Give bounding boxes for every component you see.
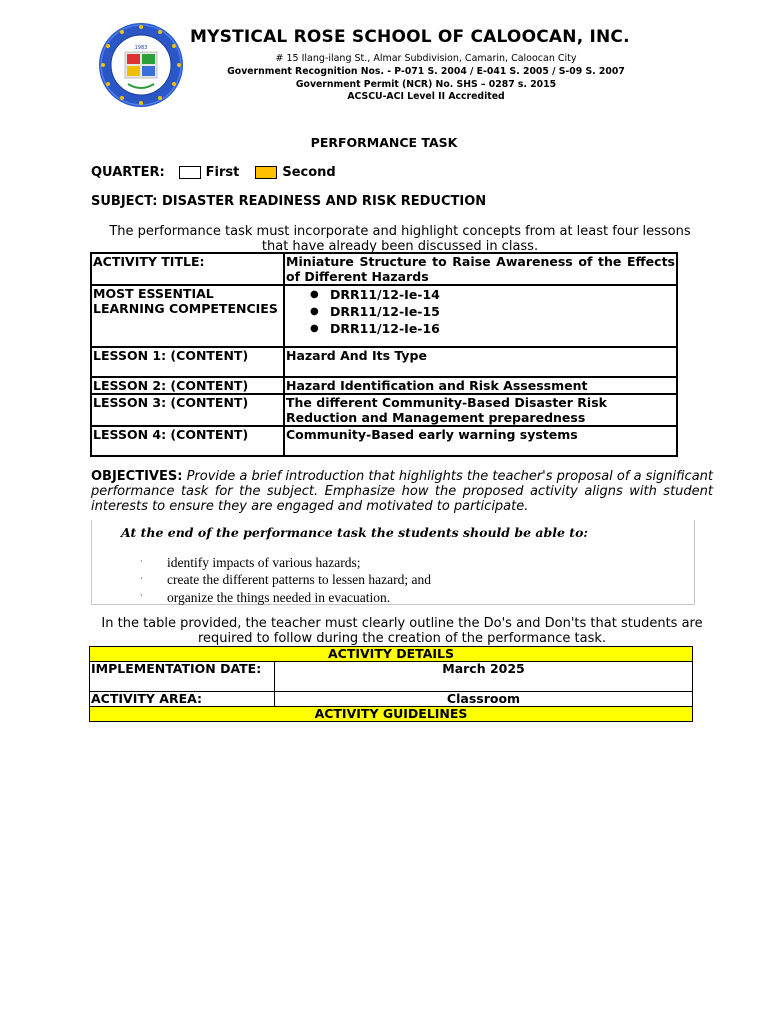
activity-table <box>89 646 693 722</box>
lesson-label: LESSON 1: (CONTENT) <box>91 347 284 377</box>
competencies-list <box>286 286 675 337</box>
quarter-first-checkbox[interactable] <box>179 166 201 179</box>
quarter-first-label: First <box>205 165 240 180</box>
activity-area-value: Classroom <box>275 692 693 707</box>
bullet-icon: · <box>140 591 143 600</box>
lesson-content: The different Community-Based Disaster Risk Reduction and Management preparedness <box>284 394 677 426</box>
activity-title-label: ACTIVITY TITLE: <box>91 253 284 285</box>
school-address: # 15 Ilang-ilang St., Almar Subdivision, Camarin, Caloocan City <box>275 53 577 64</box>
objectives-label: OBJECTIVES: <box>91 469 183 484</box>
bullet-icon: · <box>140 574 143 583</box>
objectives-paragraph <box>91 469 713 514</box>
activity-title-value: Miniature Structure to Raise Awareness of the Effects of Different Hazards <box>286 254 675 284</box>
quarter-row <box>91 165 340 180</box>
school-seal-logo <box>98 22 184 108</box>
list-item: organize the things needed in evacuation. <box>167 590 391 605</box>
outline-text: In the table provided, the teacher must clearly outline the Do's and Don'ts that students are required to follow during the creation of the performance task. <box>101 616 703 646</box>
table-row <box>91 394 677 426</box>
activity-guidelines-header: ACTIVITY GUIDELINES <box>90 707 693 722</box>
list-item: create the different patterns to lessen hazard; and <box>167 572 432 587</box>
competencies-cell <box>284 285 677 347</box>
list-item: ● DRR11/12-Ie-14 <box>306 286 675 303</box>
lesson-content: Hazard Identification and Risk Assessment <box>284 377 677 394</box>
lesson-content: Community-Based early warning systems <box>284 426 677 456</box>
activity-details-header: ACTIVITY DETAILS <box>90 647 693 662</box>
table-row <box>91 253 677 285</box>
competencies-label: MOST ESSENTIAL LEARNING COMPETENCIES <box>91 285 284 347</box>
table-row <box>90 662 693 692</box>
task-table <box>90 252 678 457</box>
table-row <box>91 285 677 347</box>
implementation-date-label: IMPLEMENTATION DATE: <box>90 662 275 692</box>
lesson-label: LESSON 3: (CONTENT) <box>91 394 284 426</box>
table-row <box>91 377 677 394</box>
list-item: ● DRR11/12-Ie-16 <box>306 320 675 337</box>
implementation-date-value: March 2025 <box>275 662 693 692</box>
table-row <box>90 647 693 662</box>
bullet-icon: · <box>140 557 143 566</box>
accreditation: ACSCU-ACI Level II Accredited <box>347 91 505 102</box>
government-recognition: Government Recognition Nos. - P-071 S. 2004 / E-041 S. 2005 / S-09 S. 2007 <box>227 66 625 77</box>
quarter-second-checkbox[interactable] <box>255 166 277 179</box>
intro-text: The performance task must incorporate and highlight concepts from at least four lessons that have already been discussed in class. <box>109 224 691 254</box>
table-row <box>91 426 677 456</box>
svg-text:1983: 1983 <box>134 45 148 51</box>
outcomes-heading: At the end of the performance task the students should be able to: <box>121 525 589 540</box>
activity-area-label: ACTIVITY AREA: <box>90 692 275 707</box>
subject-heading: SUBJECT: DISASTER READINESS AND RISK REDUCTION <box>91 194 487 209</box>
list-item: identify impacts of various hazards; <box>167 555 361 570</box>
table-row <box>90 692 693 707</box>
school-name: MYSTICAL ROSE SCHOOL OF CALOOCAN, INC. <box>190 27 630 47</box>
page-title: PERFORMANCE TASK <box>310 135 458 150</box>
table-row <box>91 347 677 377</box>
objectives-text: Provide a brief introduction that highlights the teacher's proposal of a significant performance task for the subject. Emphasize how the proposed activity aligns with student interests to ensure they are engaged and motivated to participate. <box>91 469 714 514</box>
list-item: ● DRR11/12-Ie-15 <box>306 303 675 320</box>
lesson-label: LESSON 4: (CONTENT) <box>91 426 284 456</box>
lesson-content: Hazard And Its Type <box>284 347 677 377</box>
lesson-label: LESSON 2: (CONTENT) <box>91 377 284 394</box>
quarter-second-label: Second <box>282 165 336 180</box>
government-permit: Government Permit (NCR) No. SHS – 0287 s. 2015 <box>295 79 557 90</box>
quarter-label: QUARTER: <box>91 165 165 180</box>
table-row <box>90 707 693 722</box>
